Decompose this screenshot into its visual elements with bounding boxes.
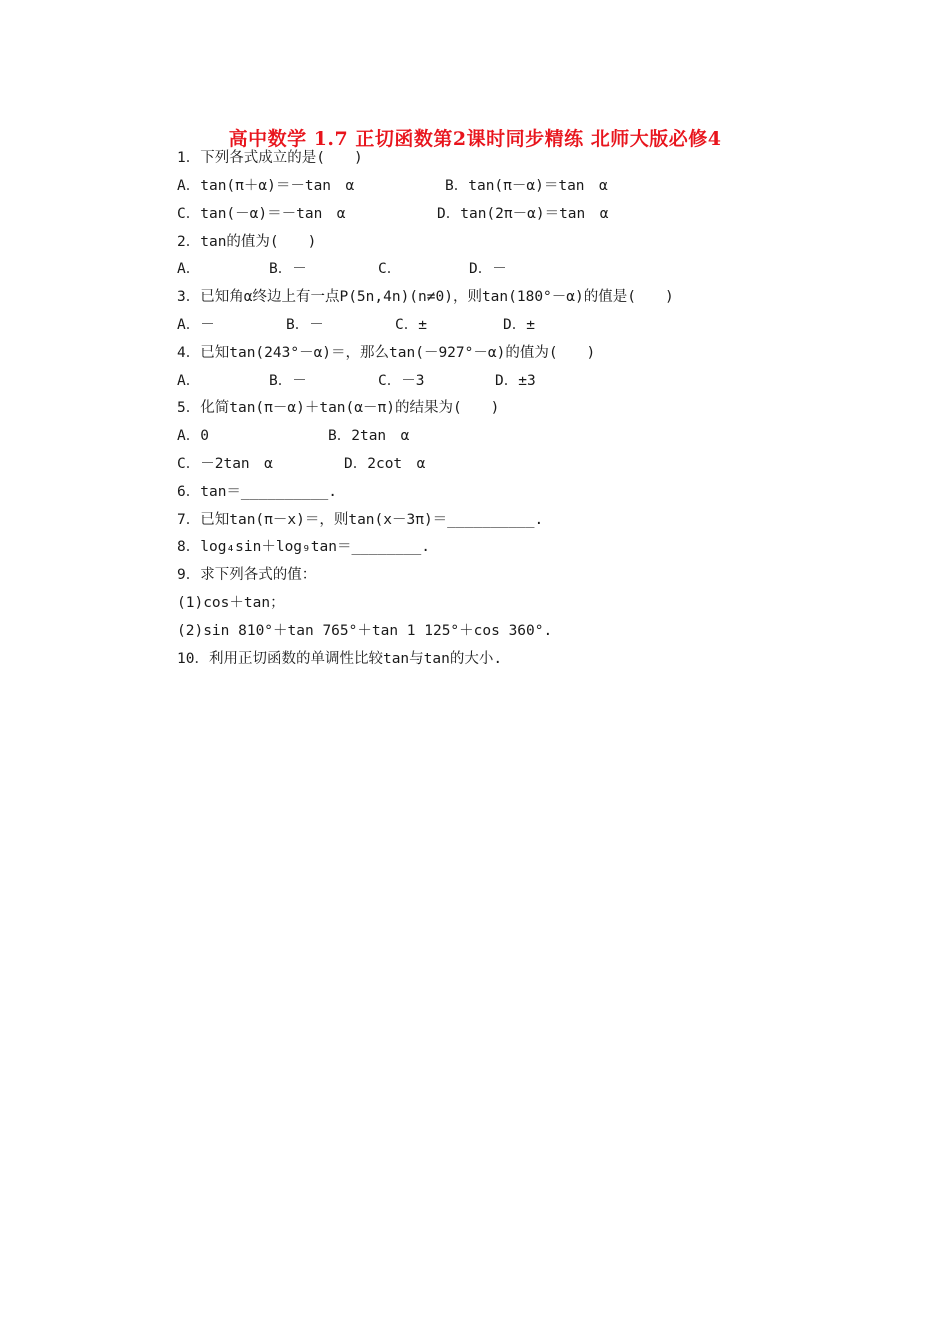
question-7: 7．已知tan(π－x)＝，则tan(x－3π)＝__________. xyxy=(177,512,544,528)
question-10: 10．利用正切函数的单调性比较tan与tan的大小. xyxy=(177,651,503,667)
question-3-option-b: B．－ xyxy=(286,317,324,333)
question-2-stem: 2．tan的值为( ) xyxy=(177,234,317,250)
question-9-stem: 9．求下列各式的值： xyxy=(177,567,317,583)
question-3-option-a: A．－ xyxy=(177,317,215,333)
question-4-option-c: C．－3 xyxy=(378,373,425,389)
question-9-part-1: (1)cos＋tan； xyxy=(177,595,285,611)
question-2-option-a: A． xyxy=(177,261,201,277)
question-8: 8．log₄sin＋log₉tan＝________. xyxy=(177,539,431,555)
question-3-option-d: D．± xyxy=(503,317,535,333)
question-5-option-c: C．－2tan α xyxy=(177,456,273,472)
question-5-option-b: B．2tan α xyxy=(328,428,410,444)
question-2-option-c: C． xyxy=(378,261,402,277)
question-9-part-2: (2)sin 810°＋tan 765°＋tan 1 125°＋cos 360°. xyxy=(177,623,553,639)
question-1-option-d: D．tan(2π－α)＝tan α xyxy=(437,206,609,222)
question-5-stem: 5．化简tan(π－α)＋tan(α－π)的结果为( ) xyxy=(177,400,500,416)
question-4-option-a: A． xyxy=(177,373,201,389)
question-4-stem: 4．已知tan(243°－α)＝，那么tan(－927°－α)的值为( ) xyxy=(177,345,596,361)
question-1-option-c: C．tan(－α)＝－tan α xyxy=(177,206,346,222)
document-title: 高中数学 1.7 正切函数第2课时同步精练 北师大版必修4 xyxy=(228,128,722,150)
question-2-option-b: B．－ xyxy=(269,261,307,277)
question-5-option-a: A．0 xyxy=(177,428,209,444)
question-3-stem: 3．已知角α终边上有一点P(5n,4n)(n≠0)，则tan(180°－α)的值是( ) xyxy=(177,289,674,305)
question-3-option-c: C．± xyxy=(395,317,427,333)
question-1-stem: 1．下列各式成立的是( ) xyxy=(177,150,363,166)
question-4-option-b: B．－ xyxy=(269,373,307,389)
question-4-option-d: D．±3 xyxy=(495,373,536,389)
question-1-option-b: B．tan(π－α)＝tan α xyxy=(445,178,608,194)
question-5-option-d: D．2cot α xyxy=(344,456,426,472)
question-1-option-a: A．tan(π＋α)＝－tan α xyxy=(177,178,355,194)
question-6: 6．tan＝__________. xyxy=(177,484,337,500)
question-2-option-d: D．－ xyxy=(469,261,507,277)
